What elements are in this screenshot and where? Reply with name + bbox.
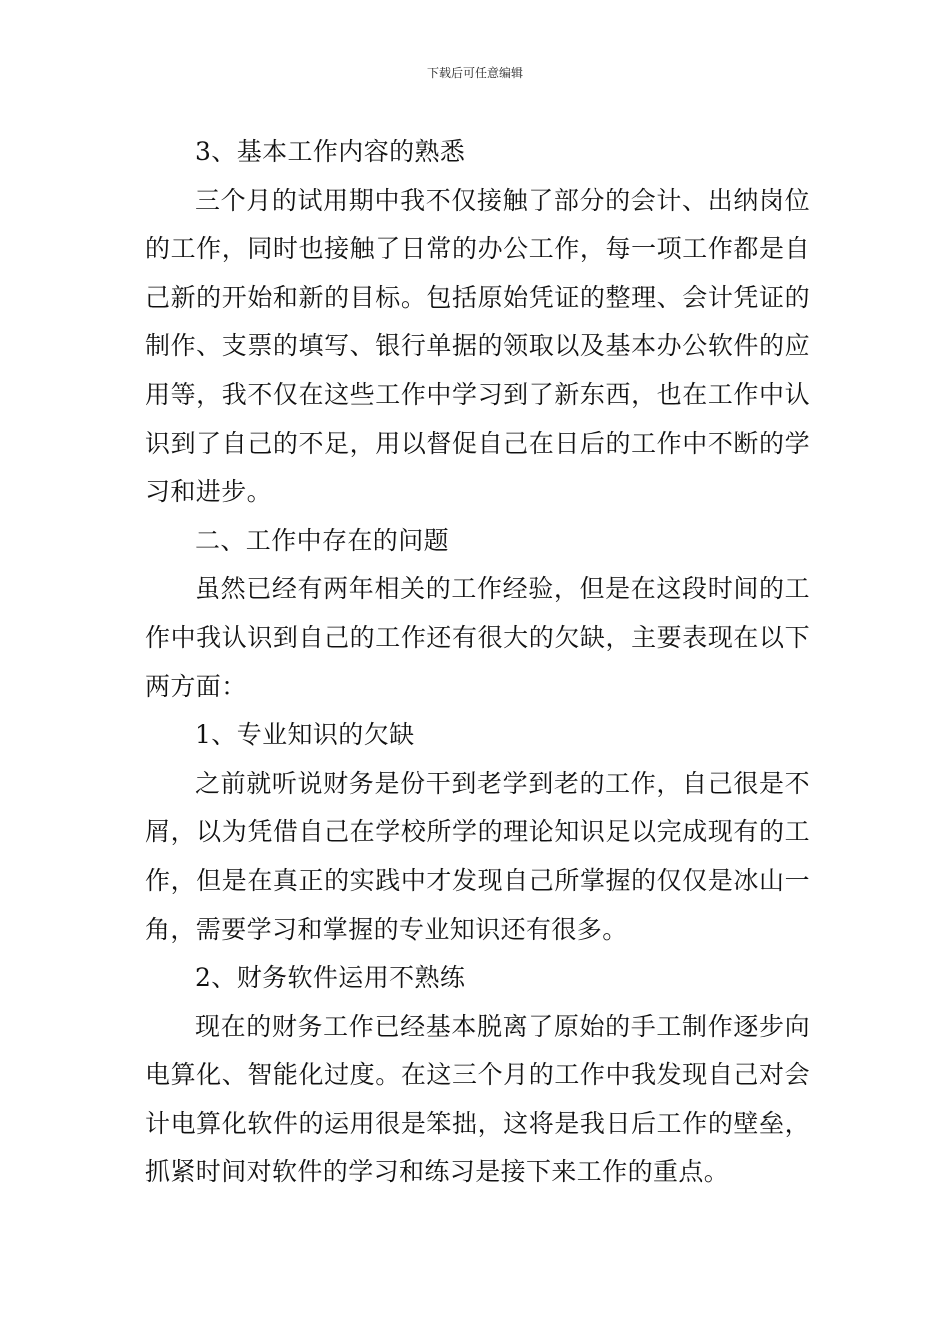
paragraph-software-skills: 现在的财务工作已经基本脱离了原始的手工制作逐步向电算化、智能化过度。在这三个月的工作中我发现自己对会计电算化软件的运用很是笨拙，这将是我日后工作的壁垒，抓紧时间对软件的学习和练习是接下来工作的重点。: [145, 1011, 810, 1187]
document-body: [145, 128, 810, 1197]
heading-problems: 二、工作中存在的问题: [195, 525, 450, 555]
paragraph-problems-intro: 虽然已经有两年相关的工作经验，但是在这段时间的工作中我认识到自己的工作还有很大的欠缺，主要表现在以下两方面：: [145, 574, 810, 701]
paragraph-probation-work: 三个月的试用期中我不仅接触了部分的会计、出纳岗位的工作，同时也接触了日常的办公工作，每一项工作都是自己新的开始和新的目标。包括原始凭证的整理、会计凭证的制作、支票的填写、银行单据的领取以及基本办公软件的应用等，我不仅在这些工作中学习到了新东西，也在工作中认识到了自己的不足，用以督促自己在日后的工作中不断的学习和进步。: [145, 185, 810, 507]
heading-basic-work-content: 3、基本工作内容的熟悉: [195, 137, 466, 166]
paragraph-professional-knowledge: 之前就听说财务是份干到老学到老的工作，自己很是不屑，以为凭借自己在学校所学的理论知识足以完成现有的工作，但是在真正的实践中才发现自己所掌握的仅仅是冰山一角，需要学习和掌握的专业知识还有很多。: [145, 768, 810, 944]
heading-software-skills: 2、财务软件运用不熟练: [195, 963, 466, 993]
heading-professional-knowledge: 1、专业知识的欠缺: [195, 720, 415, 750]
page-header: 下载后可任意编辑: [426, 66, 523, 80]
